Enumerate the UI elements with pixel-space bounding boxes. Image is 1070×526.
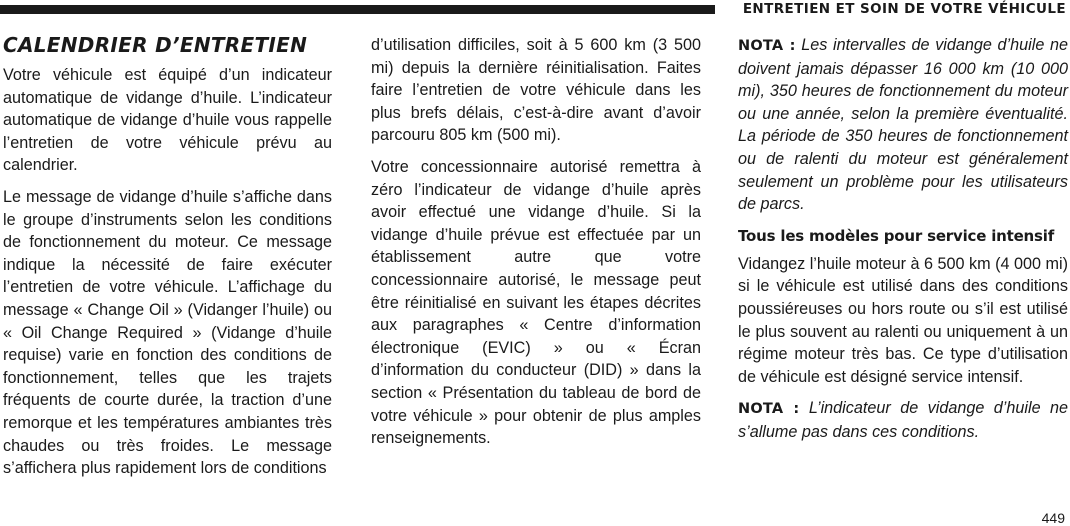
severe-service-heading: Tous les modèles pour service intensif	[738, 226, 1055, 245]
column-left	[3, 32, 332, 489]
section-heading: CALENDRIER D’ENTRETIEN	[3, 33, 308, 57]
dealer-reset-paragraph: Votre concessionnaire autorisé remettra à zéro l’indicateur de vidange d’huile après avoir effectué une vidange d’huile. Si la vidange d’huile prévue est effectuée par un établissement autre que votre concessionnaire autorisé, le message peut être réinitialisé en suivant les étapes décrites aux paragraphes « Centre d’information électronique (EVIC) » ou « Écran d’information du conducteur (DID) » dans la section « Présentation du tableau de bord de votre véhicule » pour obtenir de plus amples renseignements.	[371, 157, 701, 448]
note-interval	[738, 34, 1068, 216]
severe-service-paragraph: Vidangez l’huile moteur à 6 500 km (4 000 mi) si le véhicule est utilisé dans des conditions poussiéreuses ou hors route ou s’il est utilisé le plus souvent au ralenti ou uniquement à un régime moteur très bas. Ce type d’utilisation de véhicule est désigné service intensif.	[738, 254, 1068, 386]
note-indicator	[738, 397, 1068, 443]
note-label: NOTA :	[738, 401, 800, 418]
intro-paragraph: Votre véhicule est équipé d’un indicateur automatique de vidange d’huile. L’indicateur automatique de vidange d’huile vous rappelle l’entretien de votre véhicule prévu au calendrier.	[3, 66, 332, 175]
running-header-title: ENTRETIEN ET SOIN DE VOTRE VÉHICULE	[742, 1, 1066, 17]
note-text: Les intervalles de vidange d’huile ne doivent jamais dépasser 16 000 km (10 000 mi), 350 heures de fonctionnement du moteur ou une année, selon la première éventualité. La période de 350 heures de fonctionnement ou de ralenti du moteur est généralement seulement un problème pour les utilisateurs de parcs.	[738, 36, 1068, 214]
note-label: NOTA :	[738, 38, 796, 54]
continuation-paragraph: d’utilisation difficiles, soit à 5 600 km (3 500 mi) depuis la dernière réinitialisation. Faites faire l’entretien de votre véhicule dans les plus brefs délais, c’est-à-dire avant d’avoir parcouru 805 km (500 mi).	[371, 36, 701, 145]
header-rule	[0, 5, 715, 14]
page-number: 449	[1041, 510, 1065, 526]
oil-message-paragraph: Le message de vidange d’huile s’affiche dans le groupe d’instruments selon les conditions de fonctionnement du moteur. Ce message indique la nécessité de faire exécuter l’entretien de votre véhicule. L’affichage du message « Change Oil » (Vidanger l’huile) ou « Oil Change Required » (Vidange d’huile requise) varie en fonction des conditions de fonctionnement, telles que les trajets fréquents de courte durée, la traction d’une remorque et les températures ambiantes très chaudes ou très froides. Le message s’affichera plus rapidement lors de conditions	[3, 187, 332, 478]
column-right	[738, 34, 1068, 453]
note-text: L’indicateur de vidange d’huile ne s’allume pas dans ces conditions.	[738, 399, 1069, 441]
column-middle	[371, 34, 701, 459]
